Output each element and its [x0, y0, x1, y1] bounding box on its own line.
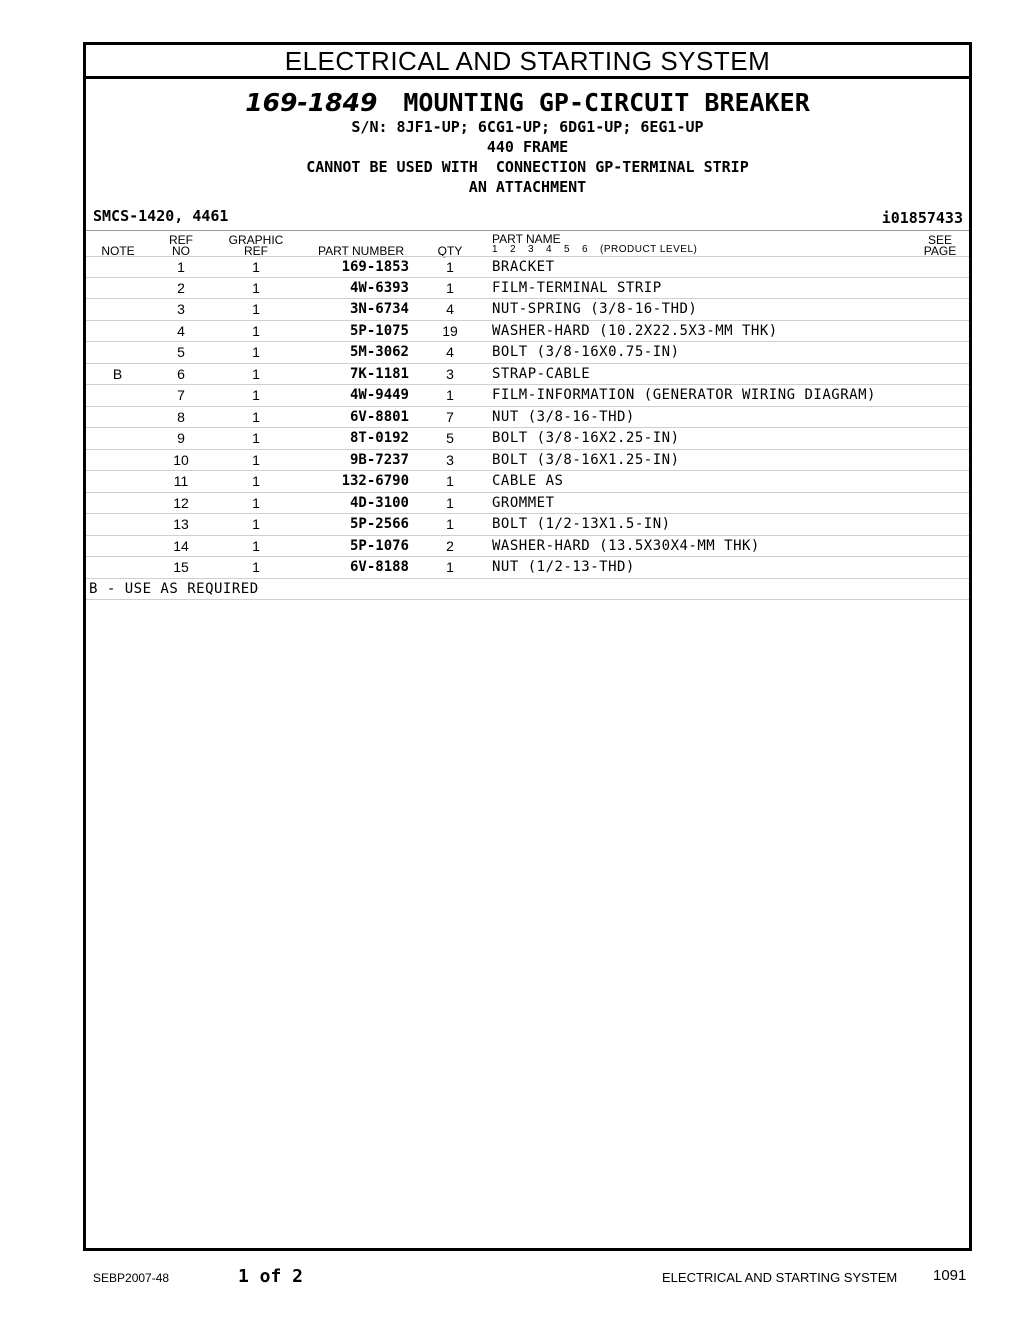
graphic-ref-cell: 1: [252, 322, 260, 339]
qty-cell: 1: [446, 279, 454, 296]
product-levels: [492, 244, 697, 255]
qty-cell: 3: [446, 365, 454, 382]
table-row: [86, 450, 969, 472]
ref-no-cell: 12: [173, 494, 189, 511]
part-number-cell: 4D-3100: [349, 494, 409, 511]
table-row: [86, 364, 969, 386]
graphic-ref-cell: 1: [252, 365, 260, 382]
product-level-2: 2: [510, 244, 517, 255]
part-number-cell: 5P-1076: [349, 537, 409, 554]
part-number-cell: 6V-8188: [349, 559, 409, 575]
part-number-cell: 5M-3062: [349, 344, 409, 360]
graphic-ref-cell: 1: [252, 408, 260, 425]
col-see-top: SEE: [927, 233, 952, 247]
part-number-cell: 8T-0192: [349, 430, 409, 446]
part-name-cell: BOLT (3/8-16X2.25-IN): [492, 430, 680, 446]
product-level-6: 6: [582, 244, 589, 255]
part-number-cell: 132-6790: [341, 473, 409, 489]
ref-no-cell: 10: [173, 451, 189, 468]
part-number-cell: 7K-1181: [349, 365, 409, 382]
graphic-ref-cell: 1: [252, 387, 260, 403]
table-row: [86, 278, 969, 300]
qty-cell: 5: [446, 430, 454, 446]
doc-id: SEBP2007-48: [93, 1271, 170, 1285]
ref-no-cell: 14: [173, 537, 189, 554]
col-qty: QTY: [437, 244, 463, 258]
part-name-cell: NUT-SPRING (3/8-16-THD): [492, 301, 698, 317]
col-graphic-top: GRAPHIC: [228, 233, 284, 247]
col-ref-top: REF: [169, 233, 193, 247]
qty-cell: 1: [446, 259, 454, 275]
section-title: ELECTRICAL AND STARTING SYSTEM: [86, 45, 969, 79]
table-row: [86, 407, 969, 429]
qty-cell: 4: [446, 301, 454, 317]
ref-no-cell: 6: [177, 365, 185, 382]
group-heading: [86, 89, 969, 197]
table-row: [86, 557, 969, 579]
part-name-cell: BOLT (1/2-13X1.5-IN): [492, 516, 671, 532]
table-row: [86, 256, 969, 278]
qty-cell: 1: [446, 494, 454, 511]
qty-cell: 7: [446, 408, 454, 425]
note-cell: B: [112, 365, 123, 382]
ref-no-cell: 15: [173, 559, 189, 575]
restriction-note: CANNOT BE USED WITH CONNECTION GP-TERMINAL STRIP: [306, 158, 749, 176]
footnote: B - USE AS REQUIRED: [89, 580, 259, 597]
qty-cell: 4: [446, 344, 454, 360]
header-divider: [86, 230, 969, 231]
col-part-number: PART NUMBER: [317, 244, 404, 258]
ref-no-cell: 3: [177, 301, 185, 317]
table-row: [86, 321, 969, 343]
part-name-cell: BOLT (3/8-16X1.25-IN): [492, 451, 680, 468]
footer-section: ELECTRICAL AND STARTING SYSTEM: [662, 1270, 898, 1285]
qty-cell: 2: [446, 537, 454, 554]
graphic-ref-cell: 1: [252, 279, 260, 296]
qty-cell: 3: [446, 451, 454, 468]
graphic-ref-cell: 1: [252, 494, 260, 511]
ref-no-cell: 5: [177, 344, 185, 360]
part-name-cell: GROMMET: [492, 494, 555, 511]
part-name-cell: STRAP-CABLE: [492, 365, 591, 382]
graphic-ref-cell: 1: [252, 516, 260, 532]
col-graphic-bottom: REF: [244, 244, 268, 258]
page-indicator: 1 of 2: [238, 1266, 304, 1287]
frame-note: 440 FRAME: [486, 138, 569, 156]
col-see-bottom: PAGE: [923, 244, 957, 258]
graphic-ref-cell: 1: [252, 430, 260, 446]
part-name-cell: FILM-INFORMATION (GENERATOR WIRING DIAGRAM): [492, 387, 876, 403]
ref-no-cell: 11: [173, 473, 189, 489]
part-name-cell: NUT (3/8-16-THD): [492, 408, 635, 425]
graphic-ref-cell: 1: [252, 559, 260, 575]
smcs-code: SMCS-1420, 4461: [93, 207, 229, 225]
part-number-cell: 6V-8801: [349, 408, 409, 425]
qty-cell: 1: [446, 387, 454, 403]
table-row: [86, 471, 969, 493]
col-note: NOTE: [101, 244, 135, 258]
part-name-cell: BRACKET: [492, 259, 555, 275]
graphic-ref-cell: 1: [252, 451, 260, 468]
ref-no-cell: 13: [173, 516, 189, 532]
table-row: [86, 514, 969, 536]
serial-numbers: S/N: 8JF1-UP; 6CG1-UP; 6DG1-UP; 6EG1-UP: [351, 118, 704, 136]
ref-no-cell: 9: [177, 430, 185, 446]
ref-no-cell: 7: [177, 387, 185, 403]
part-name-cell: BOLT (3/8-16X0.75-IN): [492, 344, 680, 360]
col-ref-bottom: NO: [172, 244, 190, 258]
ref-no-cell: 4: [177, 322, 185, 339]
page-number: 1091: [933, 1267, 967, 1284]
illustration-id: i01857433: [881, 209, 963, 227]
qty-cell: 1: [446, 473, 454, 489]
qty-cell: 1: [446, 559, 454, 575]
graphic-ref-cell: 1: [252, 344, 260, 360]
part-number-cell: 3N-6734: [349, 301, 409, 317]
graphic-ref-cell: 1: [252, 537, 260, 554]
col-part-name: PART NAME: [492, 232, 561, 246]
parts-table: [86, 256, 969, 600]
part-name-cell: CABLE AS: [492, 473, 564, 489]
footnote-row: [86, 579, 969, 600]
product-level-4: 4: [546, 244, 553, 255]
graphic-ref-cell: 1: [252, 301, 260, 317]
graphic-ref-cell: 1: [252, 259, 260, 275]
table-row: [86, 385, 969, 407]
qty-cell: 19: [442, 322, 458, 339]
product-level-1: 1: [492, 244, 499, 255]
part-name-cell: WASHER-HARD (13.5X30X4-MM THK): [492, 537, 760, 554]
page-frame: [83, 42, 972, 1251]
table-row: [86, 342, 969, 364]
table-row: [86, 428, 969, 450]
part-name-cell: FILM-TERMINAL STRIP: [492, 279, 662, 296]
part-number-cell: 5P-1075: [349, 322, 409, 339]
ref-no-cell: 2: [177, 279, 185, 296]
part-name-cell: NUT (1/2-13-THD): [492, 559, 635, 575]
qty-cell: 1: [446, 516, 454, 532]
table-row: [86, 536, 969, 558]
group-title: [86, 89, 969, 117]
ref-no-cell: 1: [177, 259, 185, 275]
group-number: 169-1849: [245, 88, 378, 117]
attachment-note: AN ATTACHMENT: [468, 178, 587, 196]
group-name: MOUNTING GP-CIRCUIT BREAKER: [403, 88, 810, 117]
ref-no-cell: 8: [177, 408, 185, 425]
part-number-cell: 4W-6393: [349, 279, 409, 296]
product-level-3: 3: [528, 244, 535, 255]
table-row: [86, 299, 969, 321]
part-number-cell: 5P-2566: [349, 516, 409, 532]
table-row: [86, 493, 969, 515]
product-level-5: 5: [564, 244, 571, 255]
graphic-ref-cell: 1: [252, 473, 260, 489]
product-level-label: (PRODUCT LEVEL): [600, 244, 698, 255]
part-number-cell: 169-1853: [341, 259, 409, 275]
part-name-cell: WASHER-HARD (10.2X22.5X3-MM THK): [492, 322, 778, 339]
part-number-cell: 4W-9449: [349, 387, 409, 403]
part-number-cell: 9B-7237: [349, 451, 409, 468]
